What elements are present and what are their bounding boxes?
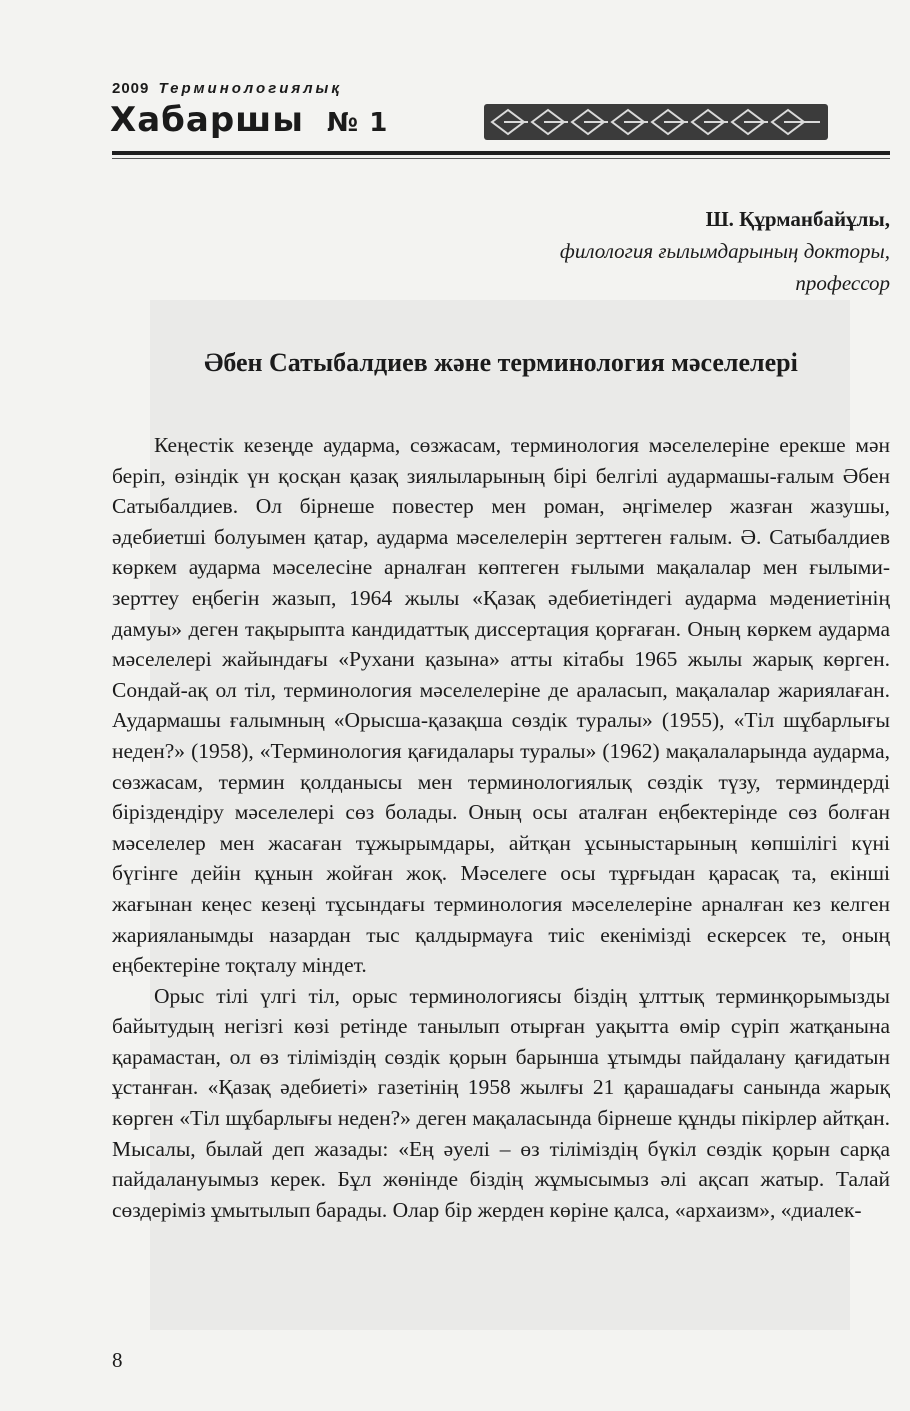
ornament-pattern-icon [484, 104, 828, 140]
author-position: профессор [795, 271, 890, 295]
article-title: Әбен Сатыбалдиев және терминология мәселелері [204, 348, 798, 377]
header-rule-thin [112, 158, 890, 159]
author-name: Ш. Құрманбайұлы, [705, 207, 890, 231]
journal-title-line: Терминологиялық [158, 80, 342, 97]
article-body [112, 430, 890, 1225]
article-paragraph: Кеңестік кезеңде аударма, сөзжасам, терминология мәселелеріне ерекше мән беріп, өзіндік үн қосқан қазақ зиялыларының бірі белгілі аудармашы-ғалым Әбен Сатыбалдиев. Ол бірнеше повестер мен роман, әңгімелер жазған жазушы, әдебиетші болуымен қатар, аударма мәселелерін зерттеген ғалым. Ә. Сатыбалдиев көркем аударма мәселесіне арналған көптеген ғылыми мақалалар мен ғылыми-зерттеу еңбегін жазып, 1964 жылы «Қазақ әдебиетіндегі аударма мәдениетінің дамуы» деген тақырыпта кандидаттық диссертация қорғаған. Оның көркем аударма мәселелері жайындағы «Рухани қазына» атты кітабы 1965 жылы жарық көрген. Сондай-ақ ол тіл, терминология мәселелеріне де араласып, мақалалар жариялаған. Аудармашы ғалымның «Орысша-қазақша сөздік туралы» (1955), «Тіл шұбарлығы неден?» (1958), «Терминология қағидалары туралы» (1962) мақалаларында аударма, сөзжасам, термин қолданысы мен терминологиялық сөздік түзу, терминдерді біріздендіру мәселелері сөз болады. Оның осы аталған еңбектерінде сөз болған мәселелер мен жасаған тұжырымдары, айтқан ұсыныстарының көпшілігі күні бүгінге дейін құнын жойған жоқ. Мәселеге осы тұрғыдан қарасақ та, екінші жағынан кеңес кезеңі тұсындағы терминология мәселелеріне арналған кез келген жарияланымды назардан тыс қалдырмауға тиіс екенімізді ескерсек те, оның еңбектеріне тоқталу міндет. [112, 433, 890, 978]
header-rule-thick [112, 151, 890, 155]
article-paragraph: Орыс тілі үлгі тіл, орыс терминологиясы біздің ұлттық терминқорымызды байытудың негізгі көзі ретінде танылып отырған уақытта өмір сүріп жатқанына қарамастан, ол өз тіліміздің сөздік қорын барынша ұтымды пайдалану қағидатын ұстанған. «Қазақ әдебиеті» газетінің 1958 жылғы 21 қарашадағы санында жарық көрген «Тіл шұбарлығы неден?» деген мақаласында бірнеше құнды пікірлер айтқан. Мысалы, былай деп жазады: «Ең әуелі – өз тіліміздің бүкіл сөздік қорын сарқа пайдалануымыз керек. Бұл жөнінде біздің жұмысымыз әлі ақсап жатыр. Талай сөздеріміз ұмытылып барады. Олар бір жерден көріне қалса, «архаизм», «диалек- [112, 983, 890, 1222]
journal-year: 2009 [112, 80, 150, 97]
journal-header-main [110, 100, 388, 140]
journal-issue: № 1 [326, 108, 389, 138]
journal-header-top [112, 80, 342, 97]
author-block [390, 203, 890, 299]
author-degree: филология ғылымдарының докторы, [559, 239, 890, 263]
header-ornament [484, 104, 828, 140]
journal-name: Хабаршы [110, 100, 305, 140]
page-number: 8 [112, 1348, 123, 1372]
